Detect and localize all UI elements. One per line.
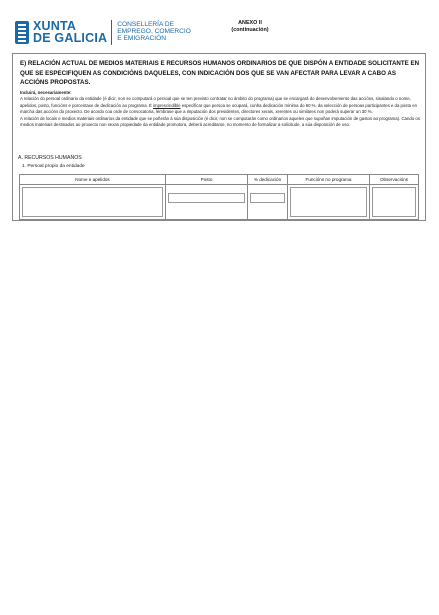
cell-name xyxy=(20,185,166,219)
post-field[interactable] xyxy=(168,193,245,203)
conselleria-name xyxy=(117,20,191,42)
observations-field[interactable] xyxy=(372,187,416,217)
cell-observations xyxy=(370,185,418,219)
instruction-paragraph-2: A relación de locais e medios materiais ordinarios da entidade que se poñerán á súa disposición (é dicir, non se computarán como ordinarios aqueles que supoñan imputación de gastos ao programa). Cando os medios materiais destinados ao proxecto non sexan propiedade da entidade promotora, deberá acreditarse, no momento de formalizar a solicitude, a súa disposición de uso. xyxy=(20,115,420,128)
galicia-crest-icon xyxy=(14,20,30,45)
conselleria-line2: EMPREGO, COMERCIO xyxy=(117,28,191,35)
subheading-human-resources: A. RECURSOS HUMANOS xyxy=(18,155,82,161)
staff-table xyxy=(19,174,419,220)
conselleria-line1: CONSELLERÍA DE xyxy=(117,21,175,28)
annex-subtitle: (continuación) xyxy=(231,27,269,33)
dedication-field[interactable] xyxy=(250,193,285,203)
must-include-label: Incluirá, necesariamente: xyxy=(20,90,72,95)
xunta-line2: DE GALICIA xyxy=(33,31,108,45)
xunta-logo xyxy=(14,20,191,45)
xunta-line1: XUNTA xyxy=(33,19,77,33)
header-observations: Observacións xyxy=(379,177,409,182)
table-row xyxy=(20,185,418,219)
section-e-frame xyxy=(12,53,426,221)
section-title: E) RELACIÓN ACTUAL DE MEDIOS MATERIAIS E RECURSOS HUMANOS ORDINARIOS DE QUE DISPÓN A ENTIDADE SOLICITANTE EN QUE SE ESPECIFIQUEN AS CONDICIÓNS DAQUELES, CON INDICACIÓN DOS QUE SE VAN AFECTAR PARA LEVAR A CABO AS ACCIÓNS PROPOSTAS. xyxy=(20,60,420,86)
header-functions: Funcións no programa xyxy=(288,175,370,184)
cell-functions xyxy=(288,185,370,219)
subheading-own-staff: 1. Persoal propio da entidade xyxy=(22,163,85,169)
logo-divider xyxy=(111,20,112,45)
annex-heading xyxy=(210,20,290,34)
functions-field[interactable] xyxy=(290,187,367,217)
cell-post xyxy=(166,185,248,219)
name-field[interactable] xyxy=(22,187,163,217)
header-name: Nome e apelidos xyxy=(20,175,166,184)
p1-underlined: imprescindible xyxy=(153,102,181,108)
xunta-wordmark xyxy=(33,20,107,44)
instruction-paragraph-1 xyxy=(20,96,420,115)
annex-title: ANEXO II xyxy=(238,20,262,26)
p1-text-a: A relación do persoal ordinario da entidade (é dicir, non se computará o persoal que se ten previsto contratar no ámbito do programa) que se encargará do desenvolvemento das accións, sinalando o nome, apelidos, posto, funcións e porcentaxe de dedicación ao programa. É xyxy=(20,96,411,108)
header-dedication: % dedicación xyxy=(248,175,288,184)
p1-text-b: especificar que persoa se ocupará, cunha dedicación mínima do 60 %, da selección de persoas participantes e da posta en marcha das accións do proxecto. De acordo coa orde de convocatoria, lémbrase que a imputación dos presidentes, directores xerais, xerentes ou similares non poderá superar un 30 %. xyxy=(20,102,418,115)
conselleria-line3: E EMIGRACIÓN xyxy=(117,35,166,42)
table-header-row xyxy=(20,175,418,185)
header-post: Posto xyxy=(166,175,248,184)
page-header xyxy=(14,20,425,48)
section-instructions xyxy=(20,90,420,128)
cell-dedication xyxy=(248,185,288,219)
